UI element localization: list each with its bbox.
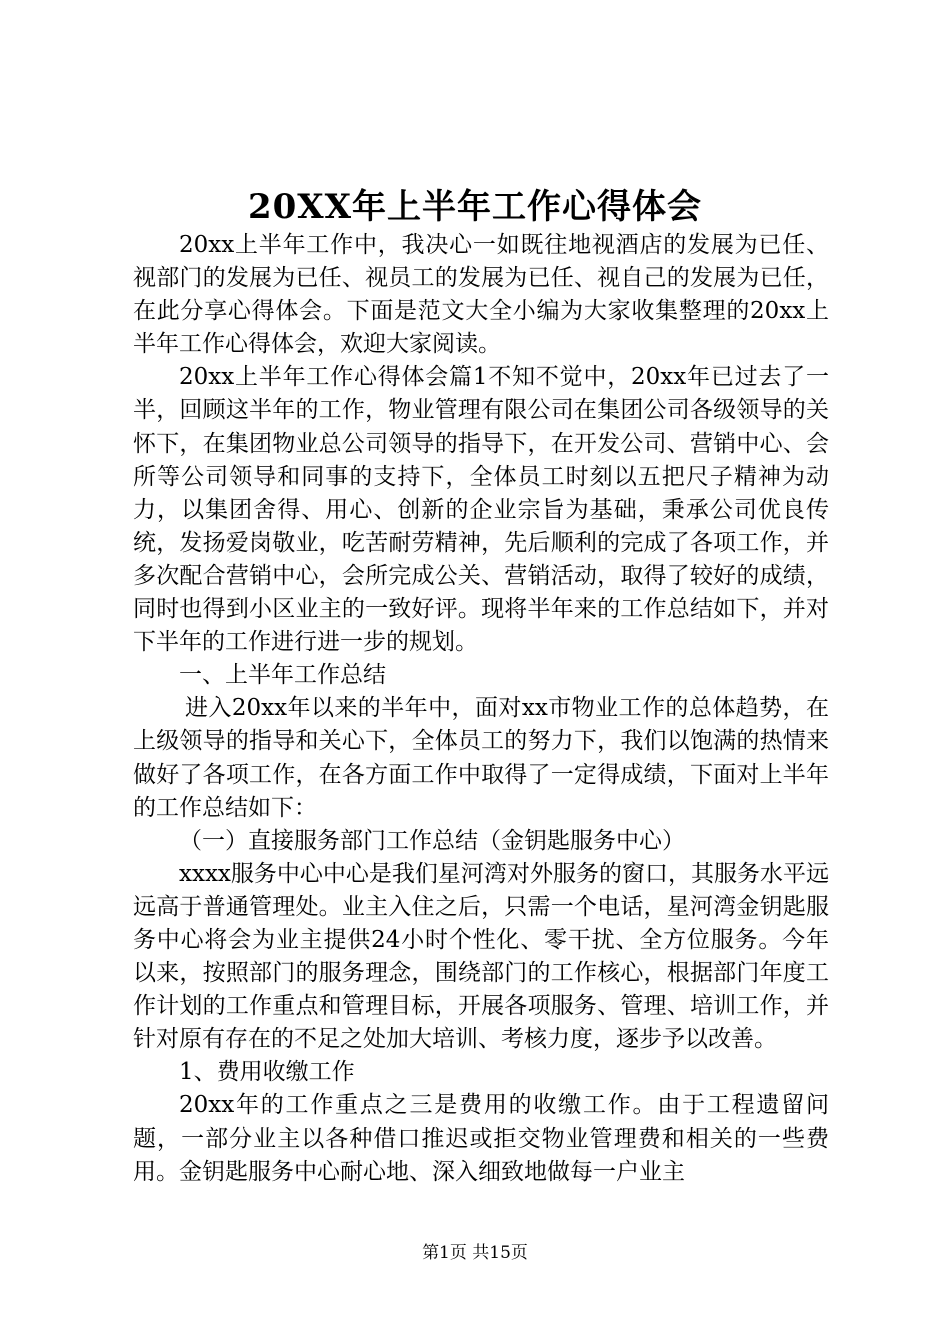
subsection-heading-1: （一）直接服务部门工作总结（金钥匙服务中心）: [179, 827, 685, 854]
item-heading-1: 1、费用收缴工作: [179, 1059, 355, 1086]
paragraph-article-1: 20xx上半年工作心得体会篇1不知不觉中，20xx年已过去了一半，回顾这半年的工作，物业管理有限公司在集团公司各级领导的关怀下，在集团物业总公司领导的指导下，在开发公司、营销中心、会所等公司领导和同事的支持下，全体员工时刻以五把尺子精神为动力，以集团舍得、用心、创新的企业宗旨为基础，秉承公司优良传统，发扬爱岗敬业，吃苦耐劳精神，先后顺利的完成了各项工作，并多次配合营销中心，会所完成公关、营销活动，取得了较好的成绩，同时也得到小区业主的一致好评。现将半年来的工作总结如下，并对下半年的工作进行进一步的规划。: [133, 364, 829, 656]
page-footer: 第1页 共15页: [422, 1243, 528, 1263]
document-title: 20XX年上半年工作心得体会: [247, 187, 703, 227]
paragraph-section-1: 进入20xx年以来的半年中，面对xx市物业工作的总体趋势，在上级领导的指导和关心下，全体员工的努力下，我们以饱满的热情来做好了各项工作，在各方面工作中取得了一定得成绩，下面对上半年的工作总结如下：: [133, 695, 829, 821]
paragraph-subsection-1: xxxx服务中心中心是我们星河湾对外服务的窗口，其服务水平远远高于普通管理处。业主入住之后，只需一个电话，星河湾金钥匙服务中心将会为业主提供24小时个性化、零干扰、全方位服务。今年以来，按照部门的服务理念，围绕部门的工作核心，根据部门年度工作计划的工作重点和管理目标，开展各项服务、管理、培训工作，并针对原有存在的不足之处加大培训、考核力度，逐步予以改善。: [133, 860, 829, 1053]
paragraph-intro: 20xx上半年工作中，我决心一如既往地视酒店的发展为已任、视部门的发展为已任、视员工的发展为已任、视自己的发展为已任，在此分享心得体会。下面是范文大全小编为大家收集整理的20xx上半年工作心得体会，欢迎大家阅读。: [133, 232, 829, 358]
document-body: [133, 229, 829, 1189]
section-heading-1: 一、上半年工作总结: [179, 662, 386, 689]
paragraph-item-1: 20xx年的工作重点之三是费用的收缴工作。由于工程遗留问题，一部分业主以各种借口推迟或拒交物业管理费和相关的一些费用。金钥匙服务中心耐心地、深入细致地做每一户业主: [133, 1092, 829, 1185]
